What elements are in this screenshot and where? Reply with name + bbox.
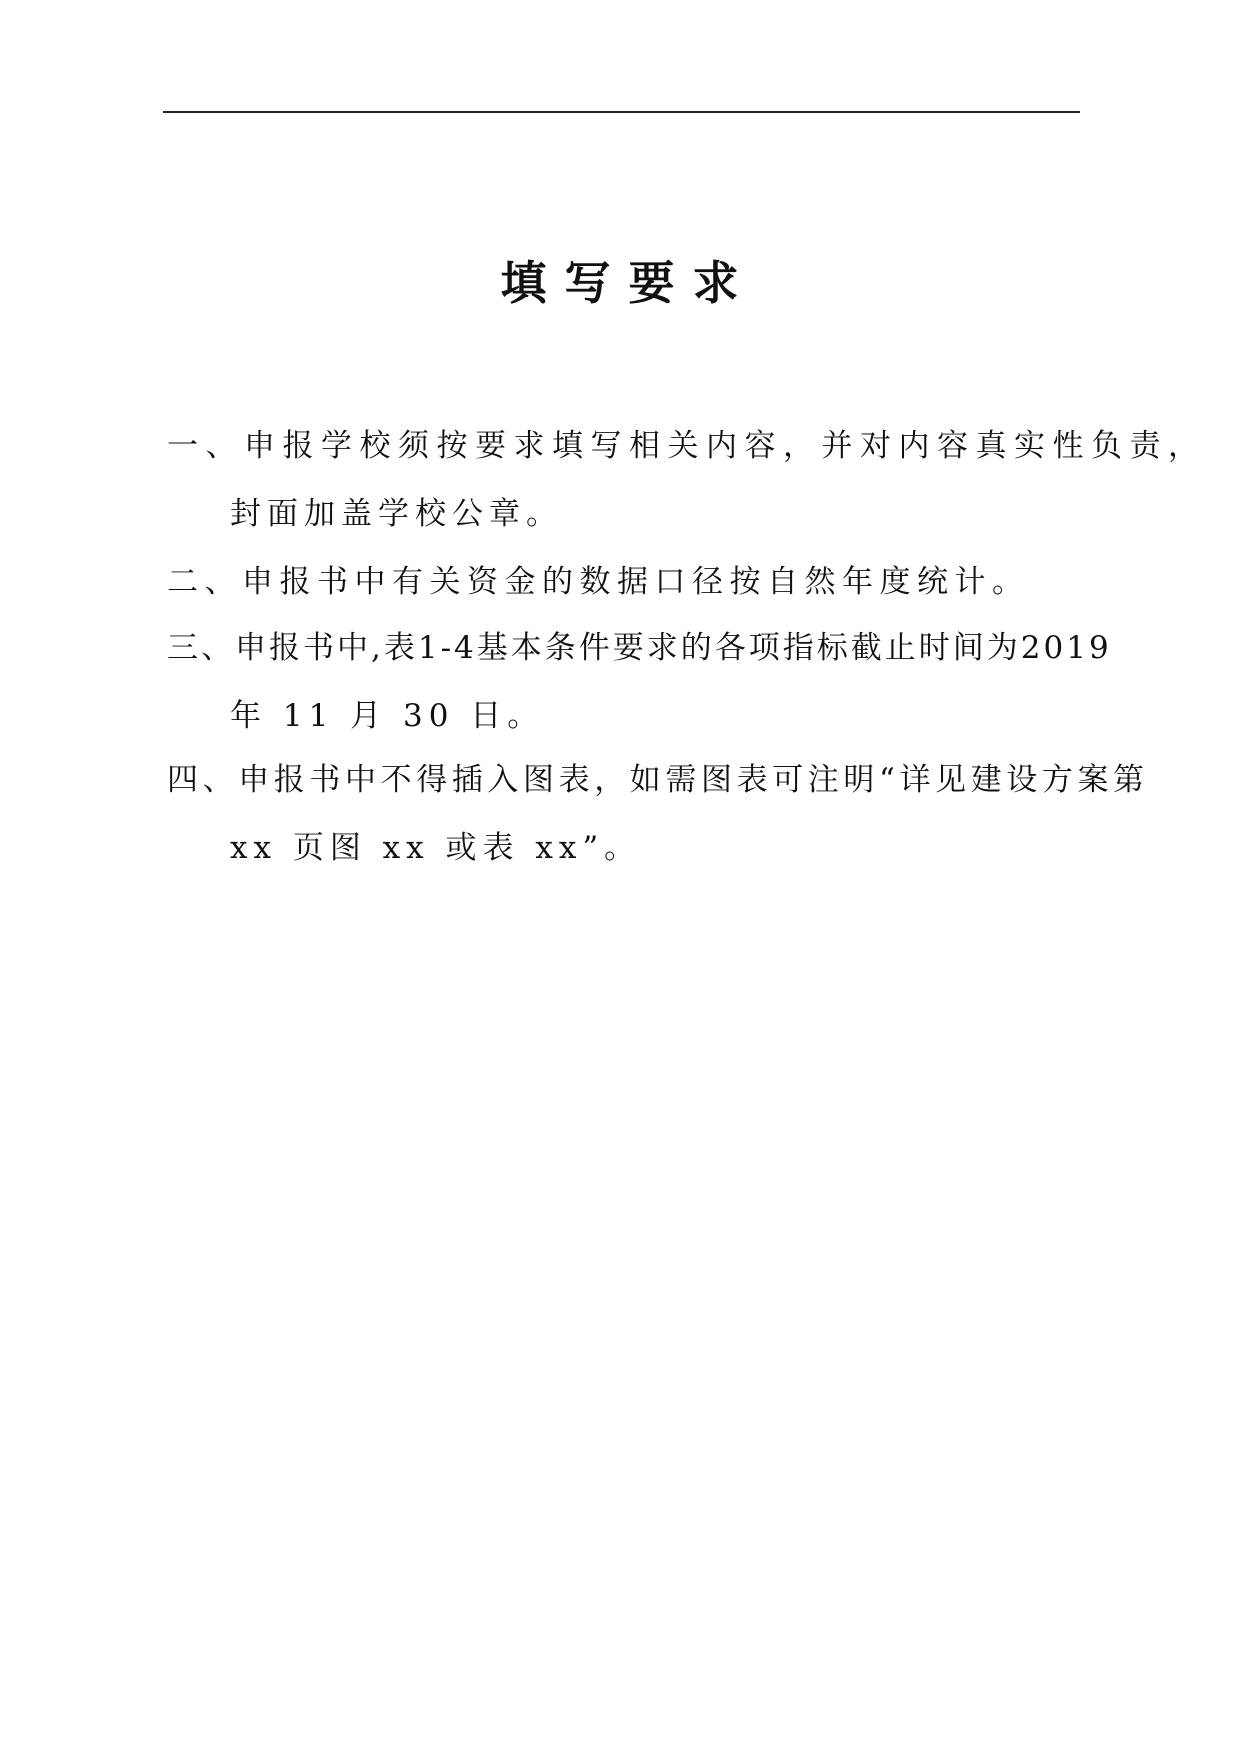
header-rule bbox=[163, 111, 1080, 113]
requirement-1-line-1: 一、申报学校须按要求填写相关内容，并对内容真实性负责， bbox=[167, 428, 1207, 464]
requirement-4-line-1: 四、申报书中不得插入图表，如需图表可注明“详见建设方案第 bbox=[167, 762, 1149, 798]
requirement-2-line-1: 二、申报书中有关资金的数据口径按自然年度统计。 bbox=[167, 564, 1030, 600]
requirement-3-line-1: 三、申报书中,表1-4基本条件要求的各项指标截止时间为2019 bbox=[167, 630, 1112, 666]
requirement-1-line-2: 封面加盖学校公章。 bbox=[230, 496, 563, 532]
page-title: 填写要求 bbox=[500, 256, 757, 310]
requirement-3-line-2: 年 11 月 30 日。 bbox=[230, 698, 545, 734]
requirement-4-line-2: xx 页图 xx 或表 xx”。 bbox=[230, 830, 642, 866]
